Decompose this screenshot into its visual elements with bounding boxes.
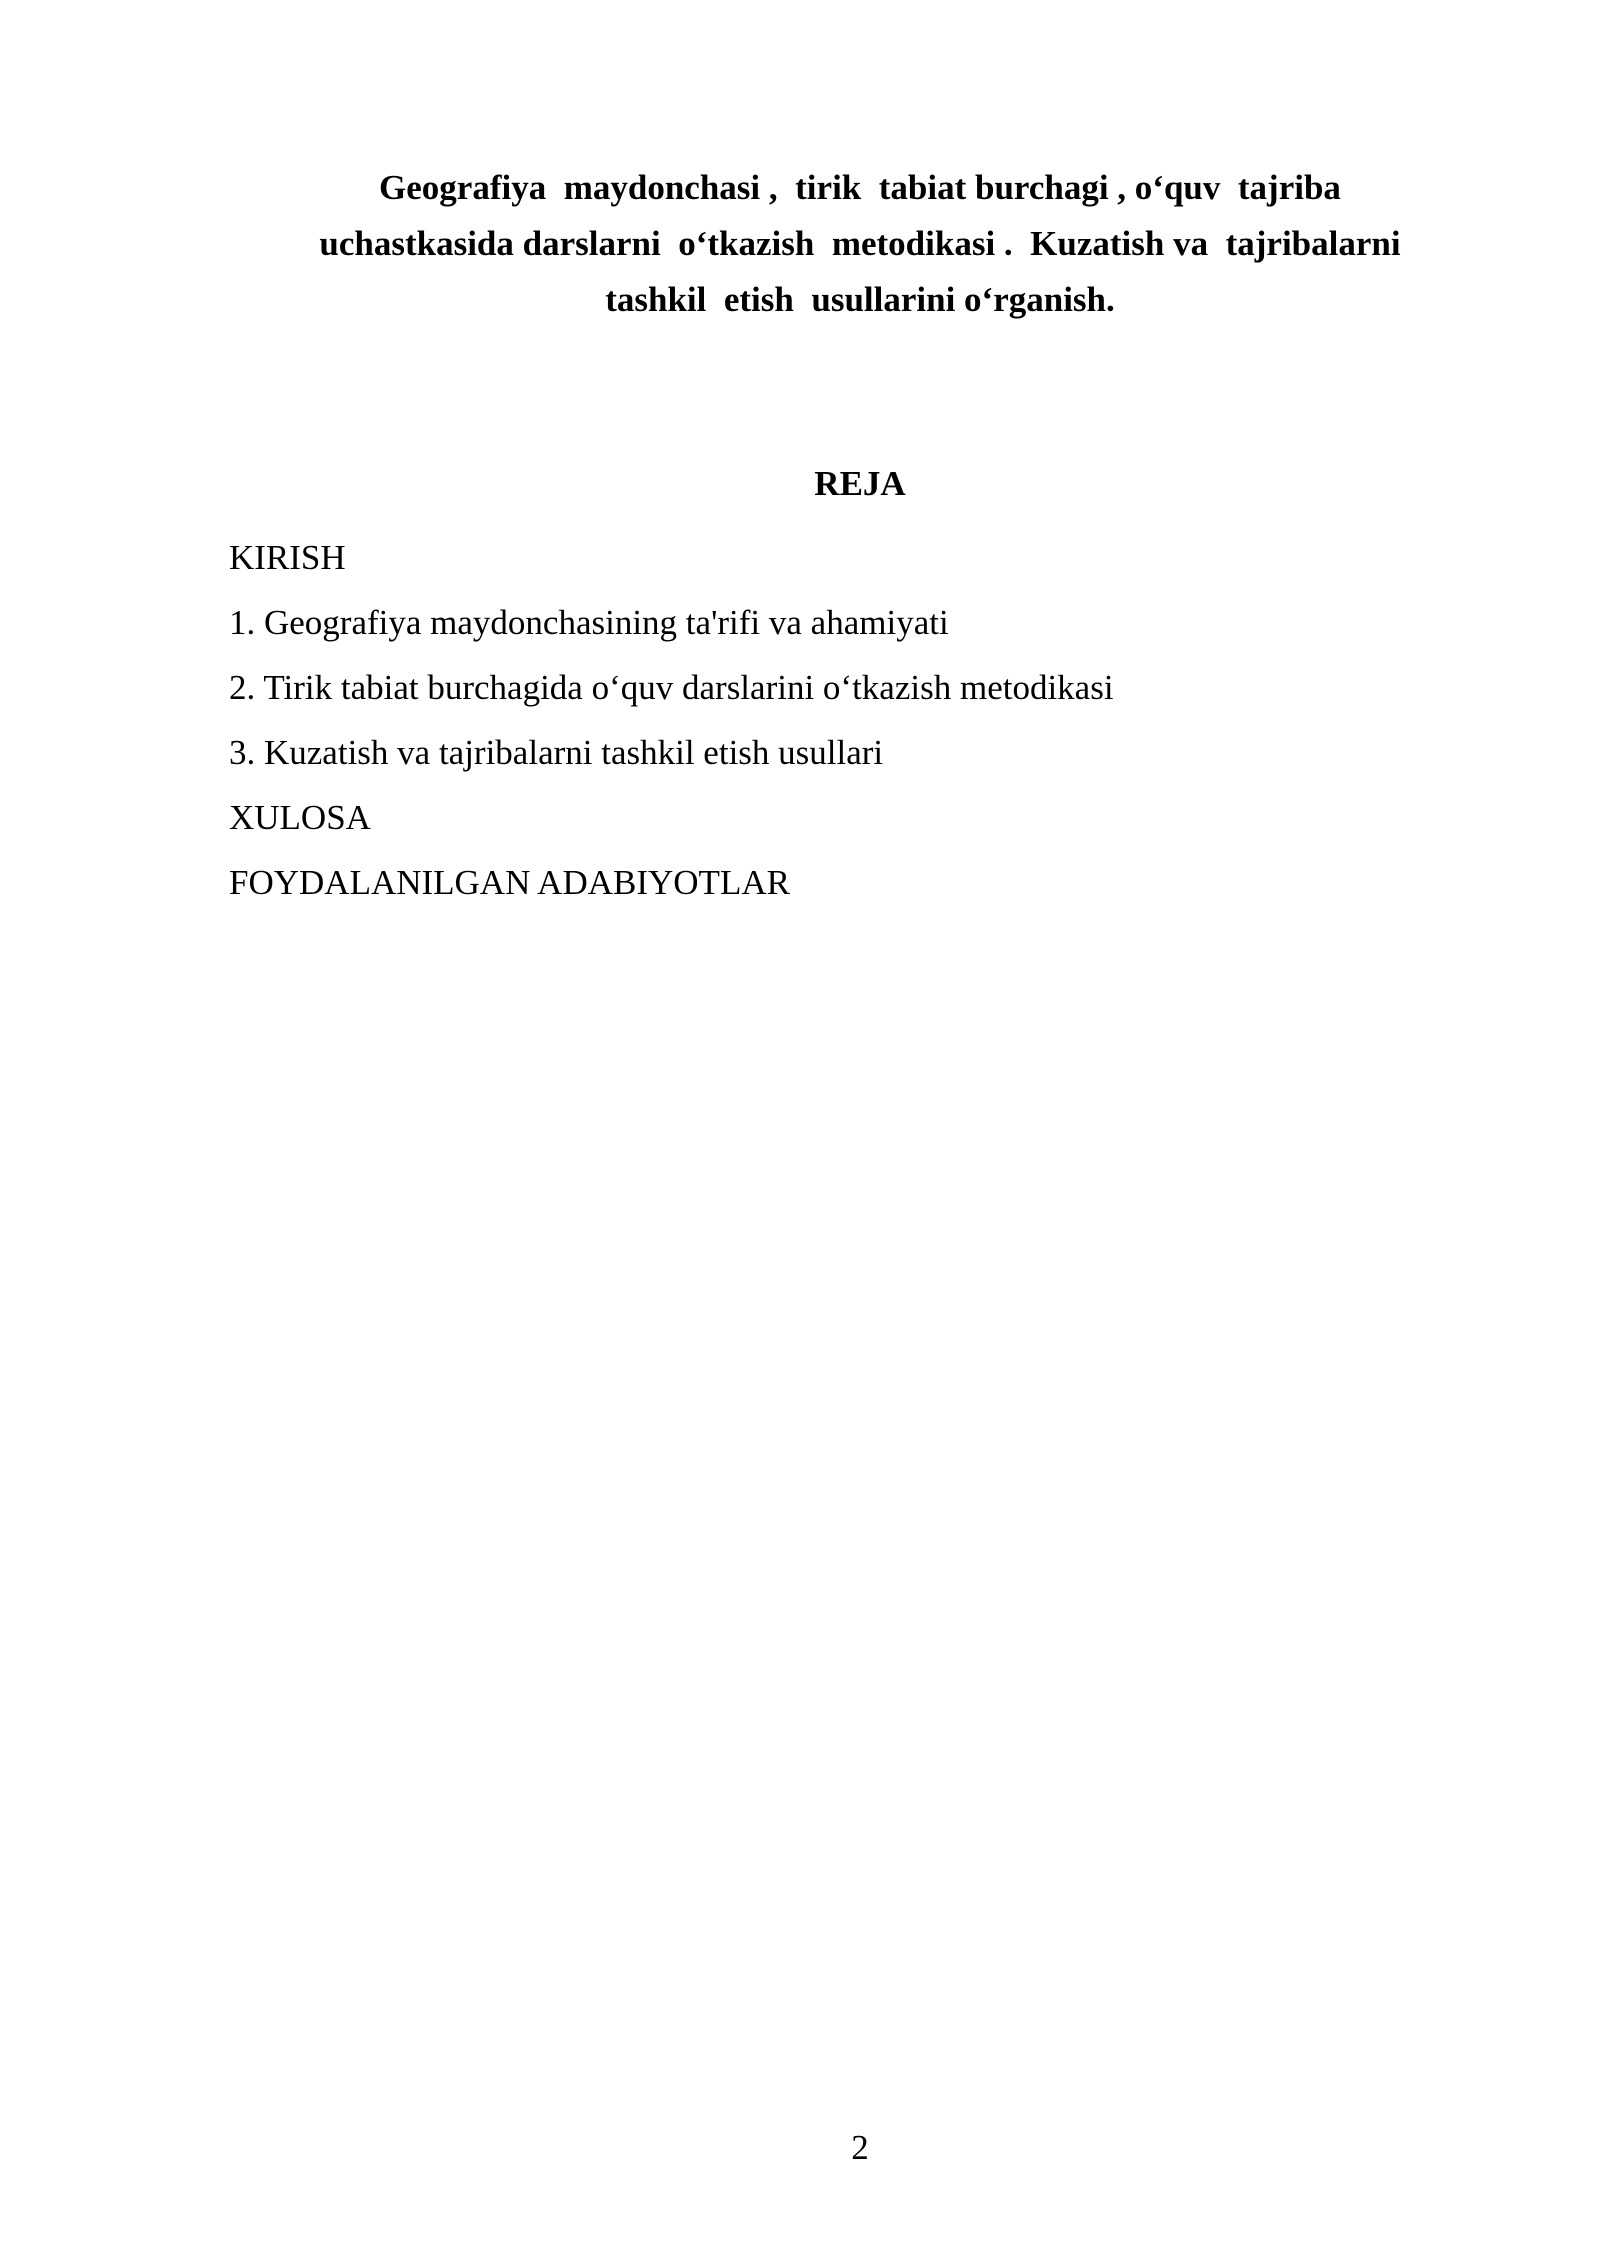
- plan-item-introduction: KIRISH: [229, 538, 346, 577]
- plan-item-conclusion: XULOSA: [229, 798, 371, 837]
- plan-item-2: 2. Tirik tabiat burchagida o‘quv darslarini o‘tkazish metodikasi: [229, 668, 1114, 707]
- plan-list: [229, 530, 1429, 920]
- plan-item-3: 3. Kuzatish va tajribalarni tashkil etish usullari: [229, 733, 884, 772]
- plan-heading: REJA: [814, 464, 906, 503]
- title-line-2: uchastkasida darslarni o‘tkazish metodikasi . Kuzatish va tajribalarni: [319, 224, 1401, 263]
- plan-item-1: 1. Geografiya maydonchasining ta'rifi va ahamiyati: [229, 603, 949, 642]
- title-line-3: tashkil etish usullarini o‘rganish.: [605, 280, 1115, 319]
- document-title: [230, 160, 1490, 328]
- page-number: 2: [851, 2128, 869, 2167]
- title-line-1: Geografiya maydonchasi , tirik tabiat burchagi , o‘quv tajriba: [379, 168, 1341, 207]
- plan-item-references: FOYDALANILGAN ADABIYOTLAR: [229, 863, 790, 902]
